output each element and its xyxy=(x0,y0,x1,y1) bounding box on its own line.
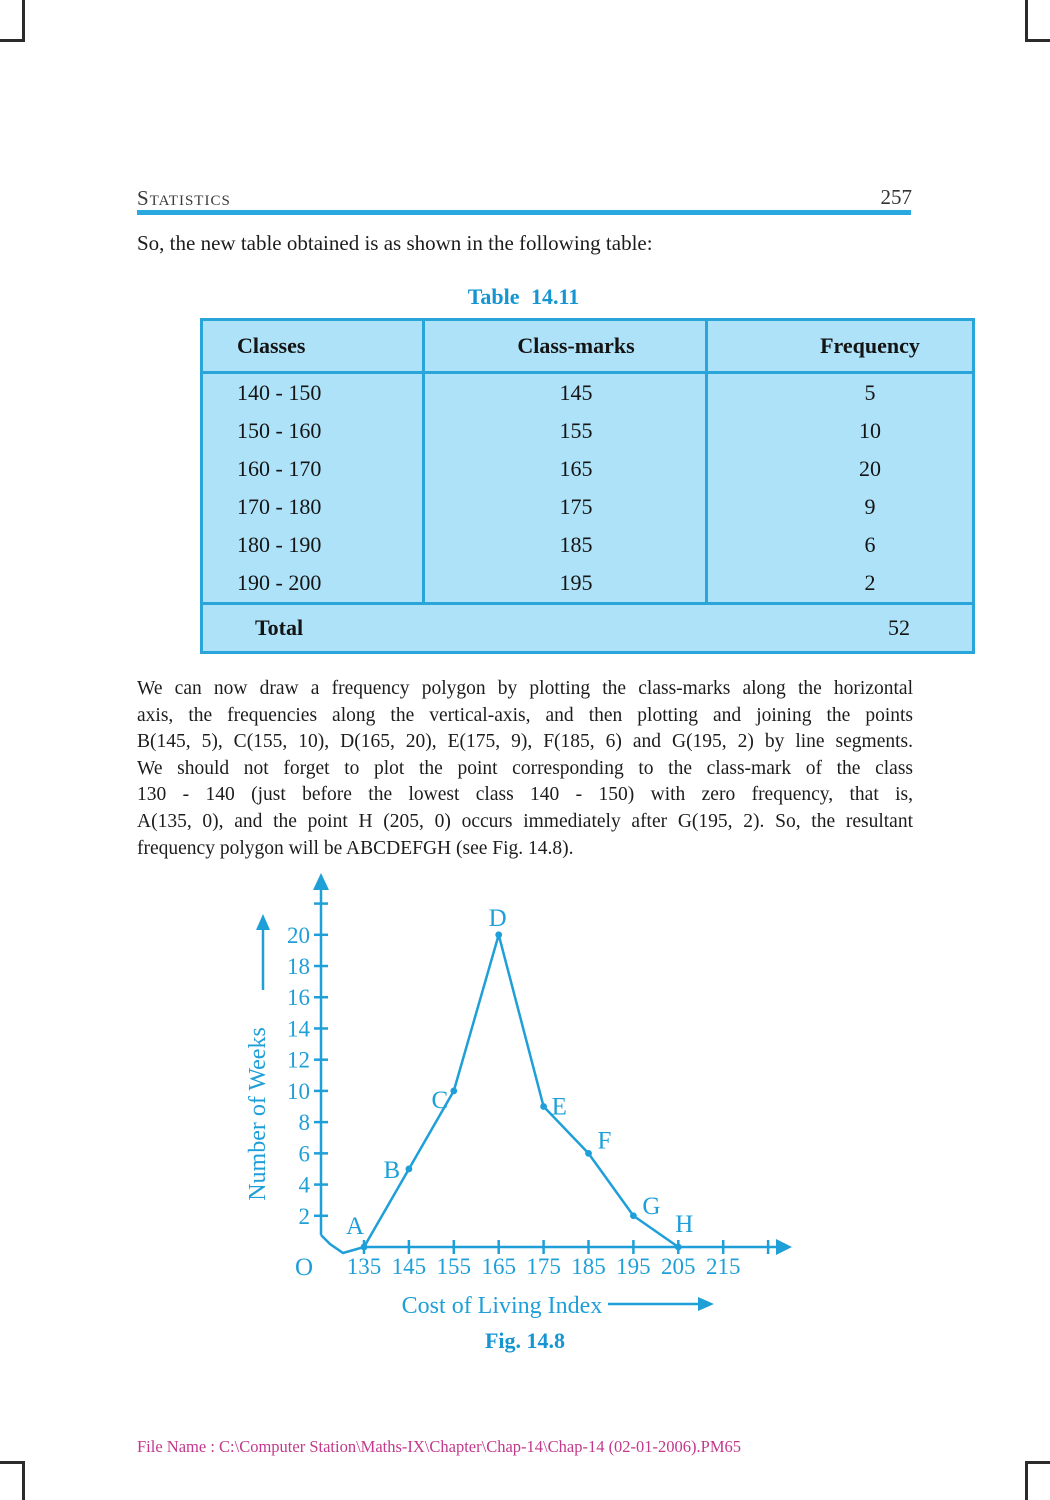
table-row xyxy=(202,450,974,488)
running-head-title: Statistics xyxy=(137,186,231,210)
table-row xyxy=(202,526,974,564)
intro-paragraph: So, the new table obtained is as shown in the following table: xyxy=(137,231,653,255)
point-label: D xyxy=(488,904,507,932)
class-cell: 160 - 170 xyxy=(202,450,424,488)
class-mark-cell: 145 xyxy=(424,373,707,413)
crop-mark-bottom-left xyxy=(0,1461,25,1500)
y-tick-label: 18 xyxy=(287,954,310,980)
data-point xyxy=(675,1244,682,1251)
paragraph-line: frequency polygon will be ABCDEFGH (see Fig. 14.8). xyxy=(137,837,574,859)
data-point xyxy=(495,931,502,938)
paragraph-line: 130 - 140 (just before the lowest class 140 - 150) with zero frequency, that is, xyxy=(137,784,913,806)
frequency-cell: 6 xyxy=(864,532,876,557)
column-header: Frequency xyxy=(707,320,974,373)
y-tick-label: 6 xyxy=(298,1141,310,1167)
paragraph-line: axis, the frequencies along the vertical-axis, and then plotting and joining the points xyxy=(137,704,913,726)
table-caption: Table 14.11 xyxy=(467,284,580,309)
column-header: Class-marks xyxy=(424,320,707,373)
class-cell: 170 - 180 xyxy=(202,488,424,526)
class-mark-cell: 155 xyxy=(424,412,707,450)
total-value: 52 xyxy=(888,615,910,640)
figure-14-8 xyxy=(240,868,820,1328)
frequency-polygon-figure xyxy=(240,868,820,1328)
x-tick-label: 165 xyxy=(481,1254,516,1279)
paragraph-line: B(145, 5), C(155, 10), D(165, 20), E(175, 9), F(185, 6) and G(195, 2) by line segments. xyxy=(137,731,913,753)
x-tick-label: 145 xyxy=(391,1254,427,1279)
y-tick-label: 12 xyxy=(287,1047,310,1073)
x-tick-label: 185 xyxy=(571,1254,606,1279)
footer-file-name: File Name : C:\Computer Station\Maths-IX\Chapter\Chap-14\Chap-14 (02-01-2006).PM65 xyxy=(137,1437,742,1456)
y-tick-label: 10 xyxy=(287,1078,310,1104)
x-axis-label: Cost of Living Index xyxy=(401,1293,603,1319)
frequency-cell: 5 xyxy=(864,380,876,405)
frequency-cell: 9 xyxy=(864,494,876,519)
y-axis-arrowhead xyxy=(313,873,329,890)
point-label: B xyxy=(383,1156,401,1184)
total-label: Total xyxy=(255,615,304,640)
x-tick-label: 135 xyxy=(346,1254,382,1279)
class-cell: 180 - 190 xyxy=(202,526,424,564)
class-cell: 190 - 200 xyxy=(202,564,424,604)
column-header: Classes xyxy=(202,320,424,373)
page-number: 257 xyxy=(880,185,912,209)
crop-mark-top-left xyxy=(0,0,25,42)
table-row xyxy=(202,564,974,604)
y-tick-label: 16 xyxy=(287,985,310,1011)
paragraph-line: We can now draw a frequency polygon by plotting the class-marks along the horizontal xyxy=(137,678,913,699)
class-cell: 150 - 160 xyxy=(202,412,424,450)
header-rule xyxy=(137,210,911,215)
point-label: G xyxy=(642,1192,661,1220)
x-tick-label: 175 xyxy=(526,1254,561,1279)
crop-mark-top-right xyxy=(1025,0,1050,42)
figure-caption: Fig. 14.8 xyxy=(484,1328,566,1353)
frequency-cell: 10 xyxy=(859,418,881,443)
frequency-cell: 20 xyxy=(859,456,881,481)
table-row xyxy=(202,488,974,526)
y-axis-label: Number of Weeks xyxy=(245,1027,271,1201)
x-tick-label: 155 xyxy=(436,1254,472,1279)
point-label: C xyxy=(431,1086,449,1114)
y-tick-label: 2 xyxy=(298,1203,310,1229)
class-mark-cell: 185 xyxy=(424,526,707,564)
frequency-cell: 2 xyxy=(864,570,876,595)
data-point xyxy=(361,1244,368,1251)
total-cell xyxy=(202,604,974,653)
class-cell: 140 - 150 xyxy=(202,373,424,413)
class-mark-cell: 175 xyxy=(424,488,707,526)
x-tick-label: 195 xyxy=(616,1254,651,1279)
point-label: F xyxy=(597,1127,612,1155)
point-label: H xyxy=(675,1211,694,1238)
data-point xyxy=(450,1088,457,1095)
frequency-polygon-line xyxy=(364,935,678,1247)
crop-mark-bottom-right xyxy=(1025,1461,1050,1500)
table-row xyxy=(202,373,974,413)
paragraph-line: A(135, 0), and the point H (205, 0) occurs immediately after G(195, 2). So, the resultant xyxy=(137,810,913,832)
data-point xyxy=(630,1212,637,1219)
y-tick-label: 14 xyxy=(287,1016,310,1042)
y-tick-label: 20 xyxy=(287,922,310,948)
point-label: A xyxy=(345,1213,365,1240)
data-point xyxy=(585,1150,592,1157)
y-tick-label: 8 xyxy=(298,1110,310,1136)
x-label-arrowhead xyxy=(698,1297,714,1311)
y-label-arrowhead xyxy=(256,914,270,930)
origin-label: O xyxy=(294,1254,314,1281)
x-tick-label: 215 xyxy=(705,1254,741,1279)
data-point xyxy=(540,1103,547,1110)
frequency-table-body xyxy=(202,320,974,653)
point-label: E xyxy=(551,1093,567,1121)
body-paragraph xyxy=(137,676,913,862)
table-header-row xyxy=(202,320,974,373)
table-row xyxy=(202,412,974,450)
x-tick-label: 205 xyxy=(661,1254,696,1279)
x-axis-arrowhead xyxy=(776,1239,792,1255)
frequency-table xyxy=(200,318,975,654)
class-mark-cell: 165 xyxy=(424,450,707,488)
y-tick-label: 4 xyxy=(298,1172,310,1198)
paragraph-line: We should not forget to plot the point corresponding to the class-mark of the class xyxy=(137,757,913,779)
class-mark-cell: 195 xyxy=(424,564,707,604)
table-total-row xyxy=(202,604,974,653)
data-point xyxy=(406,1166,413,1173)
